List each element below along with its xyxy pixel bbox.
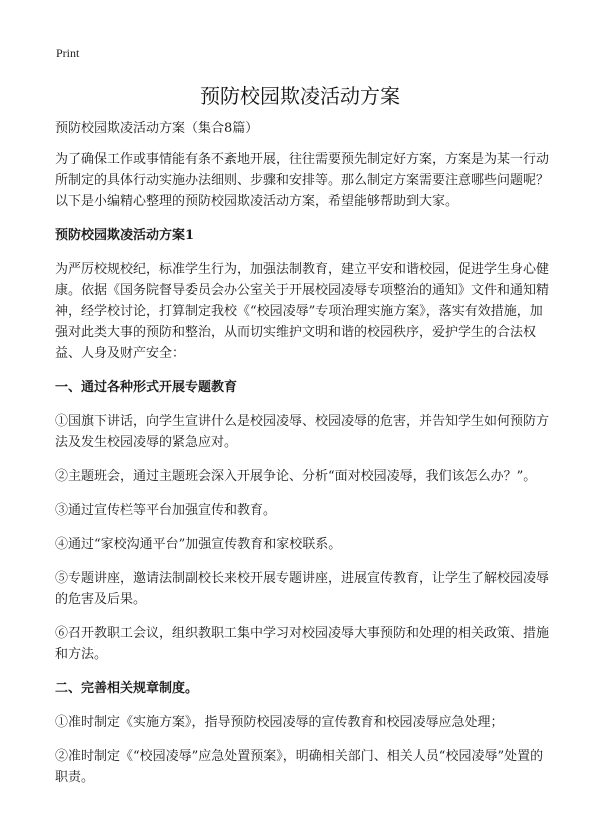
- plan1-heading: 预防校园欺凌活动方案1: [55, 228, 195, 243]
- section2-item: ①准时制定《实施方案》，指导预防校园凌辱的宣传教育和校园凌辱应急处理；: [55, 715, 504, 730]
- print-link[interactable]: Print: [56, 46, 80, 60]
- document-body: [55, 118, 550, 801]
- section1-item: ⑥召开教职工会议，组织教职工集中学习对校园凌辱大事预防和处理的相关政策、措施和方法。: [55, 626, 550, 662]
- document-title: 预防校园欺凌活动方案: [200, 84, 400, 108]
- section1-heading: 一、通过各种形式开展专题教育: [55, 380, 238, 395]
- intro-paragraph: 为了确保工作或事情能有条不紊地开展，往往需要预先制定好方案，方案是为某一行动所制定的具体行动实施办法细则、步骤和安排等。那么制定方案需要注意哪些问题呢？以下是小编精心整理的预防校园欺凌活动方案，希望能够帮助到大家。: [55, 152, 550, 209]
- section1-item: ⑤专题讲座，邀请法制副校长来校开展专题讲座，进展宣传教育，让学生了解校园凌辱的危害及后果。: [55, 571, 550, 607]
- section2-item: ②准时制定《“校园凌辱”应急处置预案》，明确相关部门、相关人员“校园凌辱”处置的职责。: [55, 749, 544, 785]
- section1-item: ①国旗下讲话，向学生宣讲什么是校园凌辱、校园凌辱的危害，并告知学生如何预防方法及发生校园凌辱的紧急应对。: [55, 414, 550, 450]
- section1-item: ②主题班会，通过主题班会深入开展争论、分析“面对校园凌辱，我们该怎么办？”。: [55, 469, 537, 484]
- section2-heading: 二、完善相关规章制度。: [55, 681, 199, 696]
- section1-item: ④通过“家校沟通平台”加强宣传教育和家校联系。: [55, 537, 342, 552]
- plan1-intro-paragraph: 为严厉校规校纪，标准学生行为，加强法制教育，建立平安和谐校园，促进学生身心健康。依据《国务院督导委员会办公室关于开展校园凌辱专项整治的通知》文件和通知精神，经学校讨论，打算制定我校《“校园凌辱”专项治理实施方案》，落实有效措施，加强对此类大事的预防和整治，从而切实维护文明和谐的校园秩序，爱护学生的合法权益、人身及财产安全：: [55, 262, 550, 361]
- document-subtitle: 预防校园欺凌活动方案（集合8篇）: [55, 121, 259, 136]
- section1-item: ③通过宣传栏等平台加强宣传和教育。: [55, 503, 277, 518]
